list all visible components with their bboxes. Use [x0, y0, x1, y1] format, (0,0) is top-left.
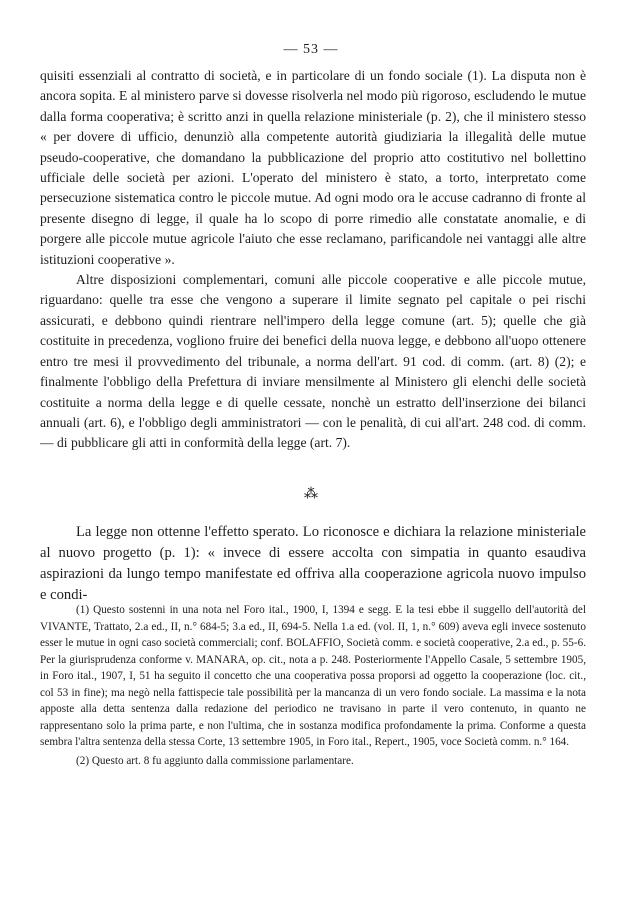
- paragraph-2: Altre disposizioni complementari, comuni alle piccole cooperative e alle piccole mutue, riguardano: quelle tra esse che vengono a superare il limite segnato pel capitale o pei rischi assicurati, e debbono quindi rientrare nell'impero della legge comune (art. 5); quelle che già costituite in precedenza, vogliono fruire dei benefici della nuova legge, e debbono all'uopo ottenere entro tre mesi il provvedimento del tribunale, a norma dell'art. 91 cod. di comm. (art. 8) (2); e finalmente l'obbligo della Prefettura di inviare mensilmente al Ministero gli elenchi delle società costituite a norma della legge e di quelle cessate, nonchè un estratto dell'inserzione dei bilanci annuali (art. 6), e l'obbligo degli amministratori — con le penalità, di cui all'art. 248 cod. di comm. — di pubblicare gli atti in conformità della legge (art. 7).: [40, 272, 586, 451]
- footnote-1: (1) Questo sostenni in una nota nel Foro ital., 1900, I, 1394 e segg. E la tesi ebbe il suggello dell'autorità del VIVANTE, Trattato, 2.a ed., II, n.° 684-5; 3.a ed., II, 694-5. Nella 1.a ed. (vol. II, 1, n.° 609) aveva egli invece sostenuto esser le mutue in ogni caso società commerciali; conf. BOLAFFIO, Società comm. e società cooperative, 2.a ed., p. 55-6. Per la giurisprudenza conforme v. MANARA, op. cit., nota a p. 248. Posteriormente l'Appello Casale, 5 settembre 1905, in Foro ital., 1907, I, 51 ha seguito il concetto che una cooperativa possa proporsi ad oggetto la cooperazione (loc. cit., col 53 in fine); ma negò nella fattispecie tale possibilità per la mancanza di un vero fondo sociale. La massima e la nota apposte alla detta sentenza dalla redazione del periodico ne travisano in parte il vero contenuto, in quanto ne rappresentano solo la prima parte, e non l'ultima, che in sostanza modifica profondamente la prima. Conforme a questa sembra l'altra sentenza della stessa Corte, 13 settembre 1905, in Foro ital., Repert., 1905, voce Società comm. n.° 164.: [40, 604, 586, 748]
- footnotes: [40, 602, 586, 769]
- paragraph-1: quisiti essenziali al contratto di società, e in particolare di un fondo sociale (1). La disputa non è ancora sopita. E al ministero parve si dovesse risolverla nel modo più rigoroso, escludendo le mutue dalla forma cooperativa; è scritto anzi in quella relazione ministeriale (p. 2), che il ministero stesso « per dovere di ufficio, denunziò alla competente autorità giudiziaria la illegalità delle mutue pseudo-cooperative, che domandano la pubblicazione del proprio atto costitutivo nel bollettino ufficiale delle società per azioni. L'operato del ministero è stato, a torto, interpretato come persecuzione sistematica contro le piccole mutue. Ad ogni modo ora le accuse cadranno di fronte al presente disegno di legge, il quale ha lo scopo di porre rimedio alle constatate anomalie, e di porgere alle piccole mutue agricole l'aiuto che esse reclamano, parificandole nei vantaggi alle altre istituzioni cooperative ».: [40, 68, 586, 267]
- page-number: — 53 —: [283, 42, 339, 57]
- section-separator-asterism: ⁂: [304, 487, 318, 502]
- section-2-text: [40, 522, 586, 606]
- footnote-2: (2) Questo art. 8 fu aggiunto dalla commissione parlamentare.: [76, 754, 354, 767]
- main-text: [40, 66, 586, 454]
- paragraph-3: La legge non ottenne l'effetto sperato. Lo riconosce e dichiara la relazione ministeriale al nuovo progetto (p. 1): « invece di essere accolta con simpatia in quanto esaudiva aspirazioni da lungo tempo manifestate ed offriva alla cooperazione agricola nuovo impulso e condi-: [40, 524, 586, 603]
